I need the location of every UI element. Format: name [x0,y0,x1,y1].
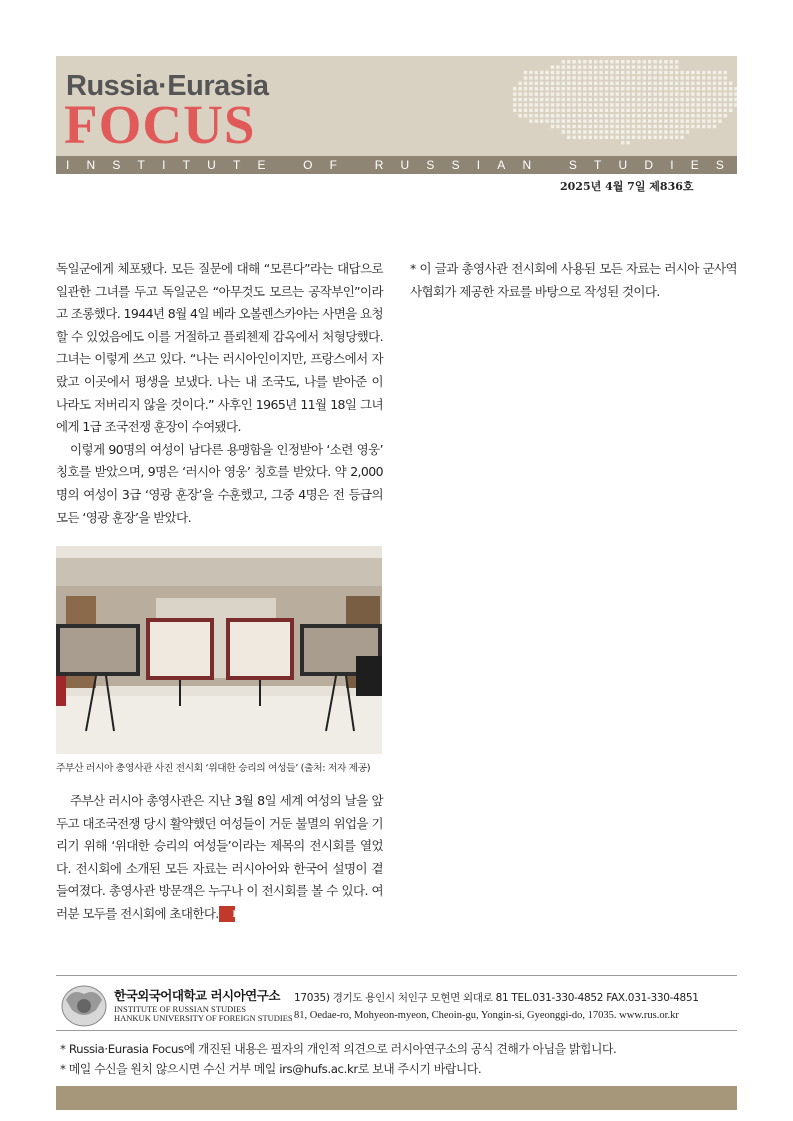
institute-letter: U [618,158,630,172]
institute-letter: D [644,158,656,172]
institute-letter: R [374,158,386,172]
institute-letter: I [66,158,72,172]
institute-name [66,158,726,172]
institute-letter: A [497,158,508,172]
institute-letter [283,158,288,172]
institute-letter: T [137,158,147,172]
institute-letter: N [86,158,98,172]
institute-letter: S [426,158,437,172]
paragraph-1: 독일군에게 체포됐다. 모든 질문에 대해 “모른다”라는 대답으로 일관한 그녀를 두고 독일군은 “아무것도 모르는 공작부인”이라고 조롱했다. 1944년 8월 4일 베라 오볼렌스카야는 사면을 요청할 수 있었음에도 이를 거절하고 플뢰첸제 감옥에서 처형당했다. 그녀는 이렇게 쓰고 있다. “나는 러시아인이지만, 프랑스에서 자랐고 이곳에서 평생을 보냈다. 나는 내 조국도, 나를 받아준 이 나라도 저버리지 않을 것이다.” 사후인 1965년 11월 18일 그녀에게 1급 조국전쟁 훈장이 수여됐다. [56,261,383,435]
left-column [56,258,383,529]
institute-letter [548,158,553,172]
institute-letter: T [182,158,192,172]
paragraph-3 [56,790,383,926]
institute-letter: S [451,158,462,172]
disclaimer-note: * Russia·Eurasia Focus에 개진된 내용은 필자의 개인적 의견으로 러시아연구소의 공식 견해가 아님을 밝힙니다. [60,1042,617,1056]
bottom-bar [56,1086,737,1110]
institute-letter: F [329,158,340,172]
institute-letter: I [162,158,168,172]
exhibition-photo [56,546,382,754]
institute-letter [354,158,359,172]
institute-letter: E [257,158,268,172]
footer-divider-top [56,975,737,976]
russia-map-dots [511,56,737,154]
institute-emblem-icon [58,980,110,1030]
institute-letter: U [207,158,218,172]
institute-letter: I [476,158,483,172]
paragraph-2: 이렇게 90명의 여성이 남다른 용맹함을 인정받아 ‘소련 영웅’ 칭호를 받았으며, 9명은 ‘러시아 영웅’ 칭호를 받았다. 약 2,000명의 여성이 3급 ‘영광 훈장’을 수훈했고, 그중 4명은 전 등급의 모든 ‘영광 훈장’을 받았다. [56,441,383,525]
institute-letter: N [522,158,534,172]
right-column [410,258,737,303]
issue-date: 2025년 4월 7일 제836호 [560,180,694,193]
paragraph-3-text: 주부산 러시아 총영사관은 지난 3월 8일 세계 여성의 날을 앞두고 대조국전쟁 당시 활약했던 여성들이 거둔 불멸의 위업을 기리기 위해 ‘위대한 승리의 여성들’이라는 제목의 전시회를 열었다. 전시회에 소개된 모든 자료는 러시아어와 한국어 설명이 곁들여졌다. 총영사관 방문객은 누구나 이 전시회를 볼 수 있다. 여러분 모두를 전시회에 초대한다. [56,793,383,921]
address-korean: 17035) 경기도 용인시 처인구 모현면 외대로 81 TEL.031-330-4852 FAX.031-330-4851 [294,992,699,1004]
unsubscribe-note: * 메일 수신을 원치 않으시면 수신 거부 메일 irs@hufs.ac.kr로 보내 주시기 바랍니다. [60,1062,482,1076]
brand-focus: FOCUS [64,94,256,155]
header-banner [56,56,737,174]
photo-caption: 주부산 러시아 총영사관 사진 전시회 ‘위대한 승리의 여성들’ (출처: 저자 제공) [56,763,371,774]
institute-letter: O [303,158,315,172]
institute-bar [56,156,737,174]
org-name-english: INSTITUTE OF RUSSIAN STUDIES [114,1004,246,1014]
institute-letter: S [112,158,123,172]
institute-letter: E [690,158,701,172]
university-name-english: HANKUK UNIVERSITY OF FOREIGN STUDIES [114,1013,293,1023]
brand-line1: Russia·Eurasia [66,70,269,102]
institute-letter: T [232,158,243,172]
footer-divider-bottom [56,1030,737,1031]
institute-letter: S [715,158,726,172]
left-column-lower [56,790,383,926]
rs-end-mark-icon: RS [219,906,235,922]
institute-letter: I [670,158,676,172]
institute-letter: T [594,158,604,172]
address-english: 81, Oedae-ro, Mohyeon-myeon, Cheoin-gu, Yongin-si, Gyeonggi-do, 17035. www.rus.or.kr [294,1010,679,1021]
institute-letter: U [400,158,412,172]
source-note: * 이 글과 총영사관 전시회에 사용된 모든 자료는 러시아 군사역사협회가 제공한 자료를 바탕으로 작성된 것이다. [410,261,737,299]
org-name-korean: 한국외국어대학교 러시아연구소 [114,988,280,1003]
institute-letter: S [568,158,579,172]
